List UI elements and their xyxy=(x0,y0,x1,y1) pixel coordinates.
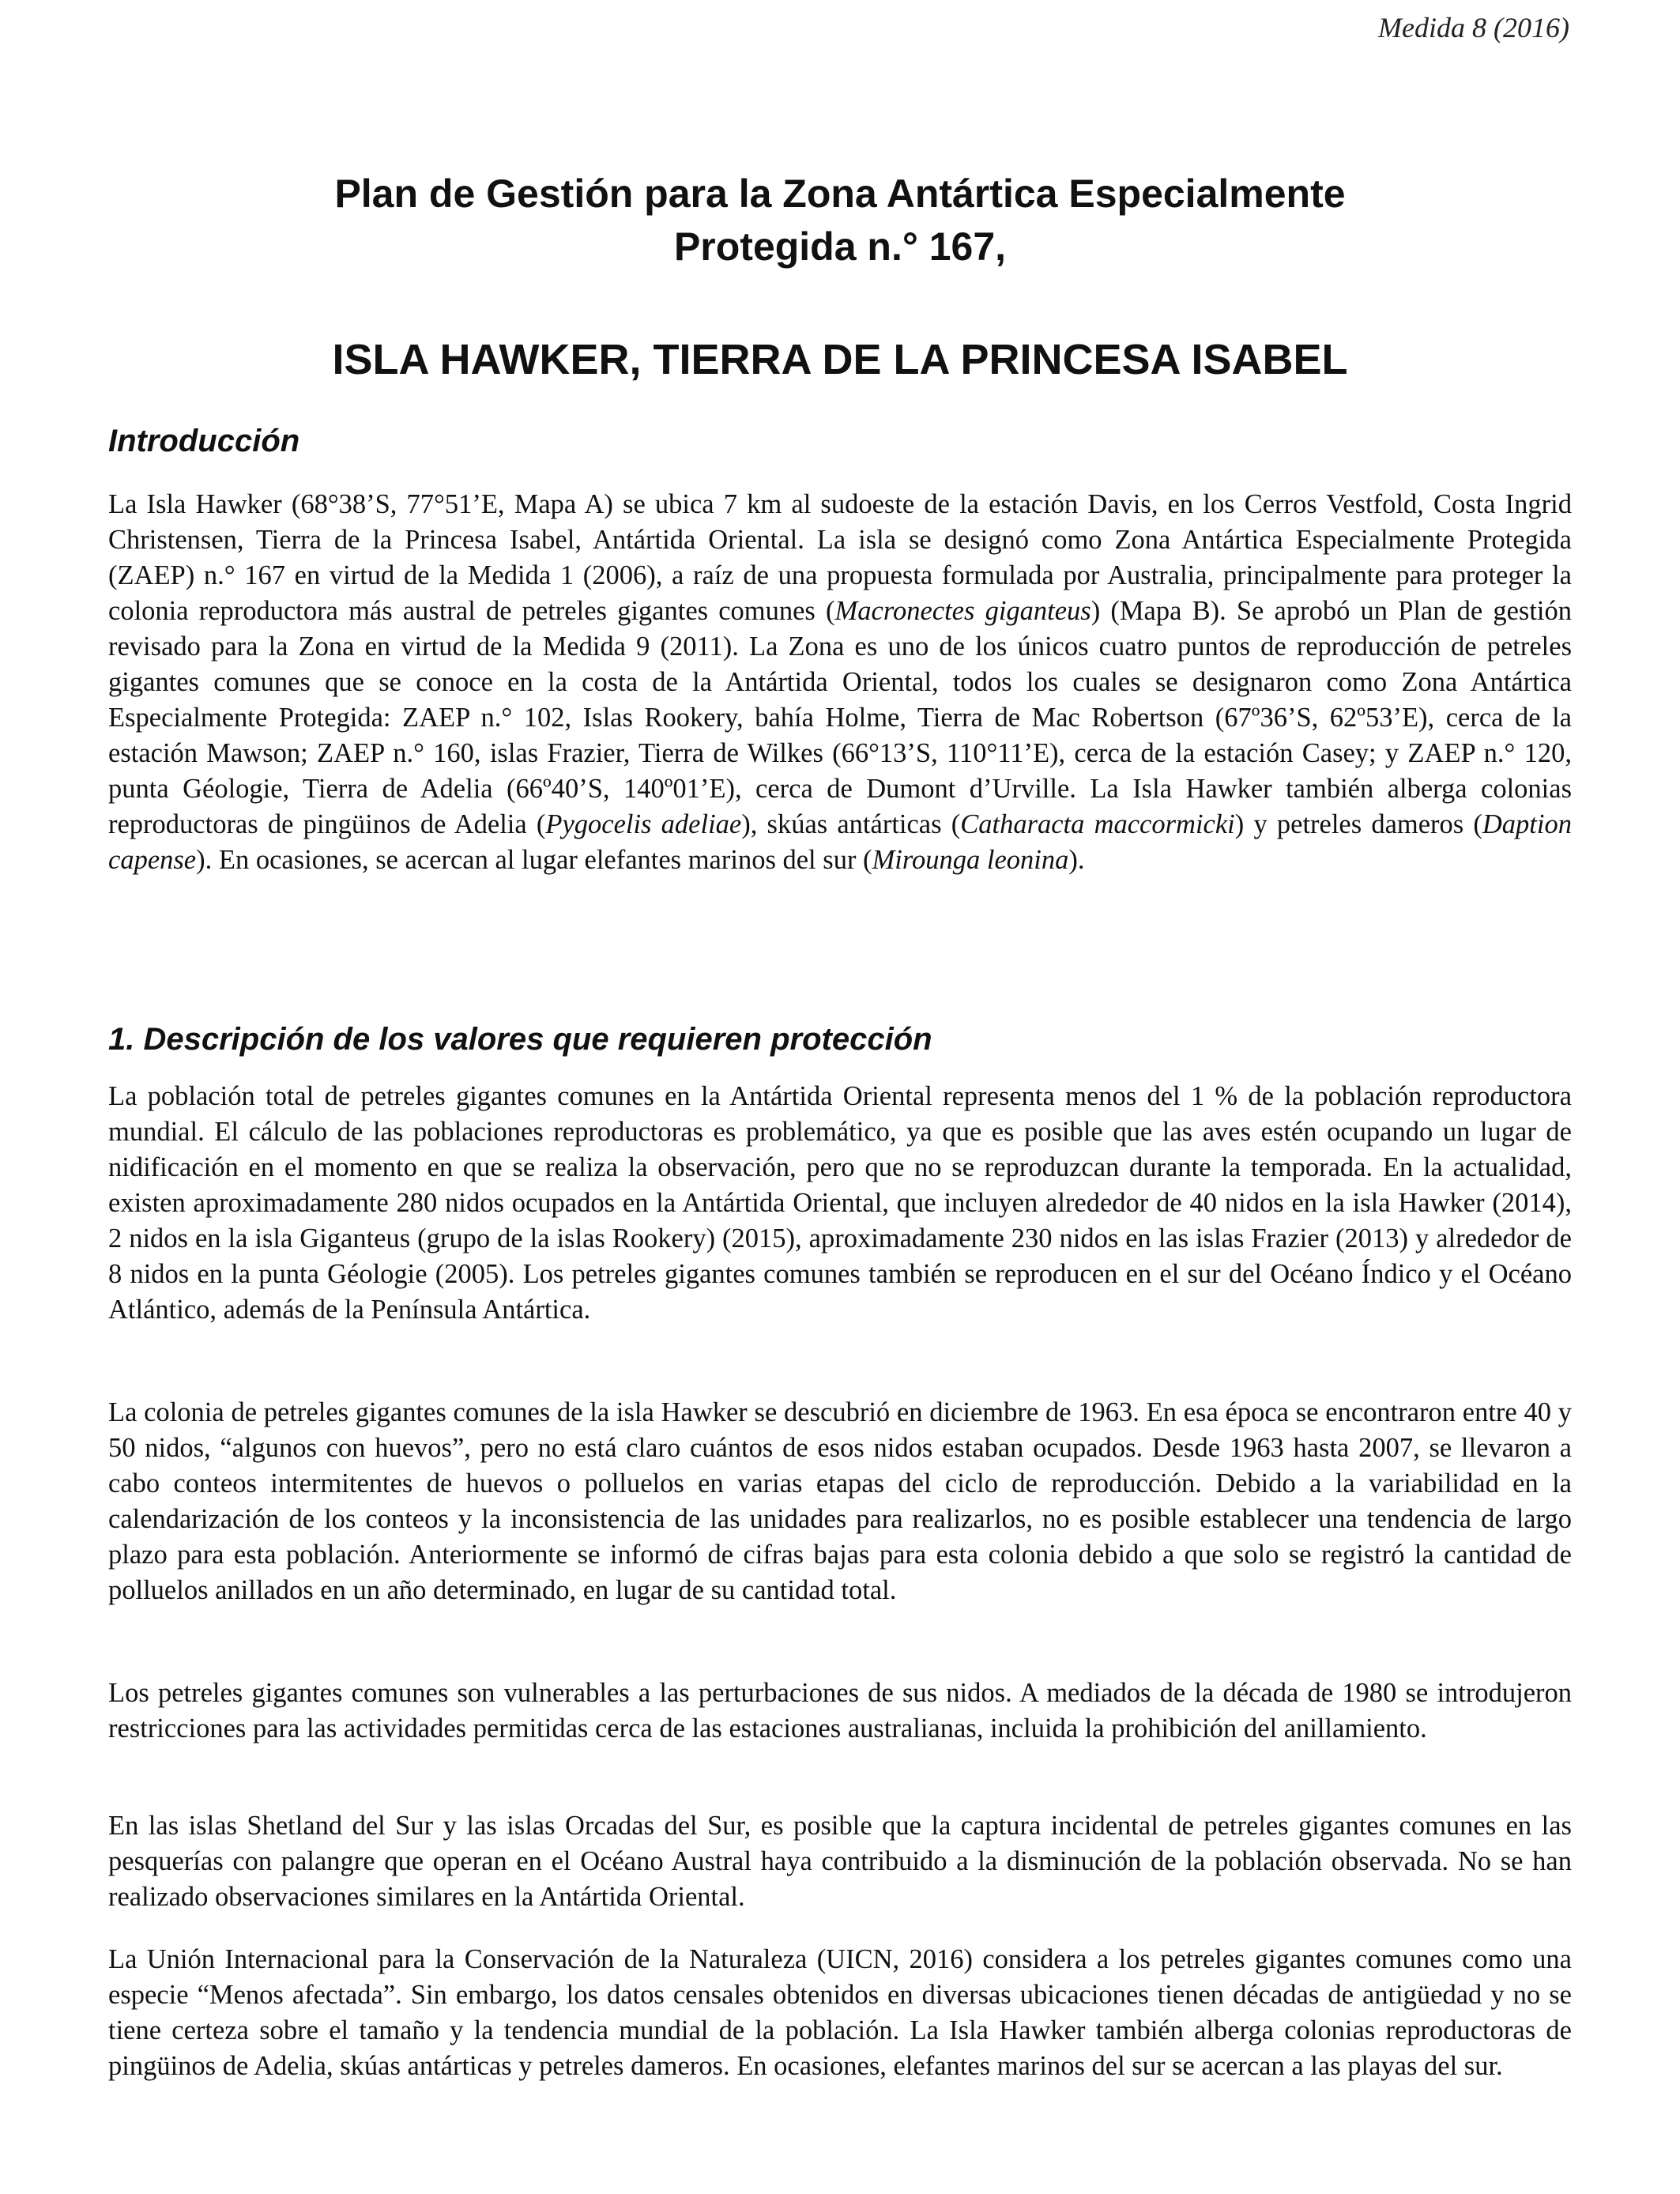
section-1-paragraph-5: La Unión Internacional para la Conservación de la Naturaleza (UICN, 2016) considera a los petreles gigantes comunes como una especie “Menos afectada”. Sin embargo, los datos censales obtenidos en diversas ubicaciones tienen décadas de antigüedad y no se tiene certeza sobre el tamaño y la tendencia mundial de la población. La Isla Hawker también alberga colonias reproductoras de pingüinos de Adelia, skúas antárticas y petreles dameros. En ocasiones, elefantes marinos del sur se acercan a las playas del sur. xyxy=(108,1944,1572,2081)
section-1-paragraph-3: Los petreles gigantes comunes son vulnerables a las perturbaciones de sus nidos. A mediados de la década de 1980 se introdujeron restricciones para las actividades permitidas cerca de las estaciones australianas, incluida la prohibición del anillamiento. xyxy=(108,1678,1572,1744)
section-1-paragraph-2: La colonia de petreles gigantes comunes de la isla Hawker se descubrió en diciembre de 1963. En esa época se encontraron entre 40 y 50 nidos, “algunos con huevos”, pero no está claro cuántos de esos nidos estaban ocupados. Desde 1963 hasta 2007, se llevaron a cabo conteos intermitentes de huevos o polluelos en varias etapas del ciclo de reproducción. Debido a la variabilidad en la calendarización de los conteos y la inconsistencia de las unidades para realizarlos, no es posible establecer una tendencia de largo plazo para esta población. Anteriormente se informó de cifras bajas para esta colonia debido a que solo se registró la cantidad de polluelos anillados en un año determinado, en lugar de su cantidad total. xyxy=(108,1397,1572,1605)
measure-reference: Medida 8 (2016) xyxy=(1378,12,1569,43)
title-line-2: Protegida n.° 167, xyxy=(673,224,1007,269)
intro-heading: Introducción xyxy=(108,424,300,458)
section-1-paragraph-4: En las islas Shetland del Sur y las islas Orcadas del Sur, es posible que la captura incidental de petreles gigantes comunes en las pesquerías con palangre que operan en el Océano Austral haya contribuido a la disminución de la población observada. No se han realizado observaciones similares en la Antártida Oriental. xyxy=(108,1811,1572,1912)
document-title xyxy=(108,168,1572,273)
section-1-paragraph-1: La población total de petreles gigantes comunes en la Antártida Oriental representa menos del 1 % de la población reproductora mundial. El cálculo de las poblaciones reproductoras es problemático, ya que es posible que las aves estén ocupando un lugar de nidificación en el momento en que se realiza la observación, pero que no se reproduzcan durante la temporada. En la actualidad, existen aproximadamente 280 nidos ocupados en la Antártida Oriental, que incluyen alrededor de 40 nidos en la isla Hawker (2014), 2 nidos en la isla Giganteus (grupo de la islas Rookery) (2015), aproximadamente 230 nidos en las islas Frazier (2013) y alrededor de 8 nidos en la punta Géologie (2005). Los petreles gigantes comunes también se reproducen en el sur del Océano Índico y el Océano Atlántico, además de la Península Antártica. xyxy=(108,1081,1572,1325)
document-subtitle: ISLA HAWKER, TIERRA DE LA PRINCESA ISABEL xyxy=(332,336,1348,383)
intro-paragraph: La Isla Hawker (68°38’S, 77°51’E, Mapa A) se ubica 7 km al sudoeste de la estación Davis, en los Cerros Vestfold, Costa Ingrid Christensen, Tierra de la Princesa Isabel, Antártida Oriental. La isla se designó como Zona Antártica Especialmente Protegida (ZAEP) n.° 167 en virtud de la Medida 1 (2006), a raíz de una propuesta formulada por Australia, principalmente para proteger la colonia reproductora más austral de petreles gigantes comunes (Macronectes giganteus) (Mapa B). Se aprobó un Plan de gestión revisado para la Zona en virtud de la Medida 9 (2011). La Zona es uno de los únicos cuatro puntos de reproducción de petreles gigantes comunes que se conoce en la costa de la Antártida Oriental, todos los cuales se designaron como Zona Antártica Especialmente Protegida: ZAEP n.° 102, Islas Rookery, bahía Holme, Tierra de Mac Robertson (67º36’S, 62º53’E), cerca de la estación Mawson; ZAEP n.° 160, islas Frazier, Tierra de Wilkes (66°13’S, 110°11’E), cerca de la estación Casey; y ZAEP n.° 120, punta Géologie, Tierra de Adelia (66º40’S, 140º01’E), cerca de Dumont d’Urville. La Isla Hawker también alberga colonias reproductoras de pingüinos de Adelia (Pygocelis adeliae), skúas antárticas (Catharacta maccormicki) y petreles dameros (Daption capense). En ocasiones, se acercan al lugar elefantes marinos del sur (Mirounga leonina). xyxy=(108,489,1572,875)
title-line-1: Plan de Gestión para la Zona Antártica Especialmente xyxy=(334,172,1346,216)
section-1-heading: 1. Descripción de los valores que requieren protección xyxy=(108,1022,932,1057)
